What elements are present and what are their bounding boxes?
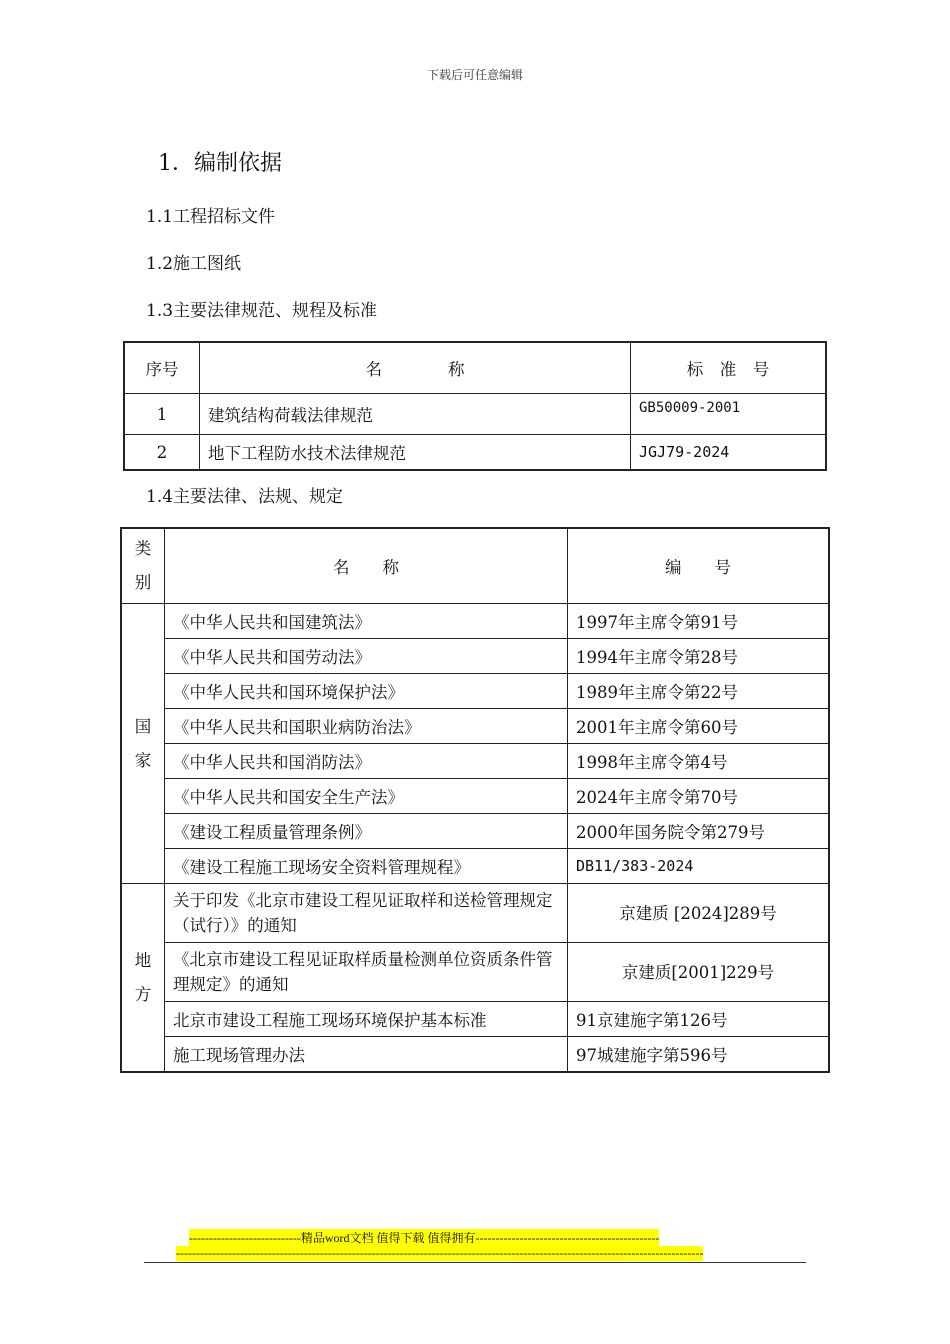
row-code: 2000年国务院令第279号 bbox=[568, 814, 830, 849]
table-row bbox=[121, 1037, 829, 1073]
footer-rule bbox=[144, 1262, 806, 1263]
table-row bbox=[121, 639, 829, 674]
category-local: 地方 bbox=[121, 884, 165, 1073]
row-code: 1989年主席令第22号 bbox=[568, 674, 830, 709]
row-name: 施工现场管理办法 bbox=[165, 1037, 568, 1073]
row-name: 《北京市建设工程见证取样质量检测单位资质条件管理规定》的通知 bbox=[165, 943, 568, 1002]
laws-table bbox=[120, 527, 830, 1073]
page-header: 下载后可任意编辑 bbox=[426, 68, 523, 82]
table-row bbox=[121, 943, 829, 1002]
row-no: 1 bbox=[124, 394, 200, 435]
row-no: 2 bbox=[124, 435, 200, 471]
row-code: JGJ79-2024 bbox=[631, 435, 827, 471]
row-code: 2024年主席令第70号 bbox=[568, 779, 830, 814]
row-code: 91京建施字第126号 bbox=[568, 1002, 830, 1037]
table-row bbox=[121, 1002, 829, 1037]
table-row bbox=[124, 435, 826, 471]
header-cell-code: 标 准 号 bbox=[631, 342, 827, 394]
row-code: 京建质 [2024]289号 bbox=[568, 884, 830, 943]
row-name: 地下工程防水技术法律规范 bbox=[200, 435, 631, 471]
row-code: 1994年主席令第28号 bbox=[568, 639, 830, 674]
header-cell-name: 名 称 bbox=[200, 342, 631, 394]
row-name: 关于印发《北京市建设工程见证取样和送检管理规定（试行）》的通知 bbox=[165, 884, 568, 943]
table-row bbox=[121, 884, 829, 943]
table-row bbox=[121, 779, 829, 814]
table-row bbox=[121, 744, 829, 779]
header-cell-name: 名 称 bbox=[165, 528, 568, 604]
row-name: 《中华人民共和国环境保护法》 bbox=[165, 674, 568, 709]
row-code: 1997年主席令第91号 bbox=[568, 604, 830, 639]
table-row bbox=[121, 814, 829, 849]
row-code: 97城建施字第596号 bbox=[568, 1037, 830, 1073]
table-header-row bbox=[124, 342, 826, 394]
row-name: 《建设工程质量管理条例》 bbox=[165, 814, 568, 849]
section-1-4: 1.4主要法律、法规、规定 bbox=[146, 487, 344, 507]
row-code: 京建质[2001]229号 bbox=[568, 943, 830, 1002]
row-name: 《中华人民共和国消防法》 bbox=[165, 744, 568, 779]
table-header-row bbox=[121, 528, 829, 604]
row-name: 《中华人民共和国安全生产法》 bbox=[165, 779, 568, 814]
header-cell-no: 序号 bbox=[124, 342, 200, 394]
footer-dashes: ------------------------------------------------------------------------------------------------------------------------------------ bbox=[176, 1246, 704, 1260]
row-code: DB11/383-2024 bbox=[568, 849, 830, 884]
row-name: 《中华人民共和国劳动法》 bbox=[165, 639, 568, 674]
table-row bbox=[121, 674, 829, 709]
row-name: 《建设工程施工现场安全资料管理规程》 bbox=[165, 849, 568, 884]
row-code: 1998年主席令第4号 bbox=[568, 744, 830, 779]
section-heading: 1．编制依据 bbox=[158, 151, 282, 176]
section-1-1: 1.1工程招标文件 bbox=[146, 207, 276, 227]
section-1-3: 1.3主要法律规范、规程及标准 bbox=[146, 301, 378, 321]
row-code: GB50009-2001 bbox=[631, 394, 827, 435]
table-row bbox=[121, 604, 829, 639]
section-1-2: 1.2施工图纸 bbox=[146, 254, 242, 274]
table-row bbox=[124, 394, 826, 435]
footer-banner: ----------------------------精品word文档 值得下载 值得拥有---------------------------------------------- bbox=[189, 1231, 660, 1245]
row-name: 《中华人民共和国职业病防治法》 bbox=[165, 709, 568, 744]
row-name: 北京市建设工程施工现场环境保护基本标准 bbox=[165, 1002, 568, 1037]
row-name: 《中华人民共和国建筑法》 bbox=[165, 604, 568, 639]
header-cell-category: 类别 bbox=[121, 528, 165, 604]
row-name: 建筑结构荷载法律规范 bbox=[200, 394, 631, 435]
header-cell-code: 编 号 bbox=[568, 528, 830, 604]
table-row bbox=[121, 849, 829, 884]
table-row bbox=[121, 709, 829, 744]
standards-table bbox=[123, 341, 827, 471]
category-national: 国家 bbox=[121, 604, 165, 884]
row-code: 2001年主席令第60号 bbox=[568, 709, 830, 744]
